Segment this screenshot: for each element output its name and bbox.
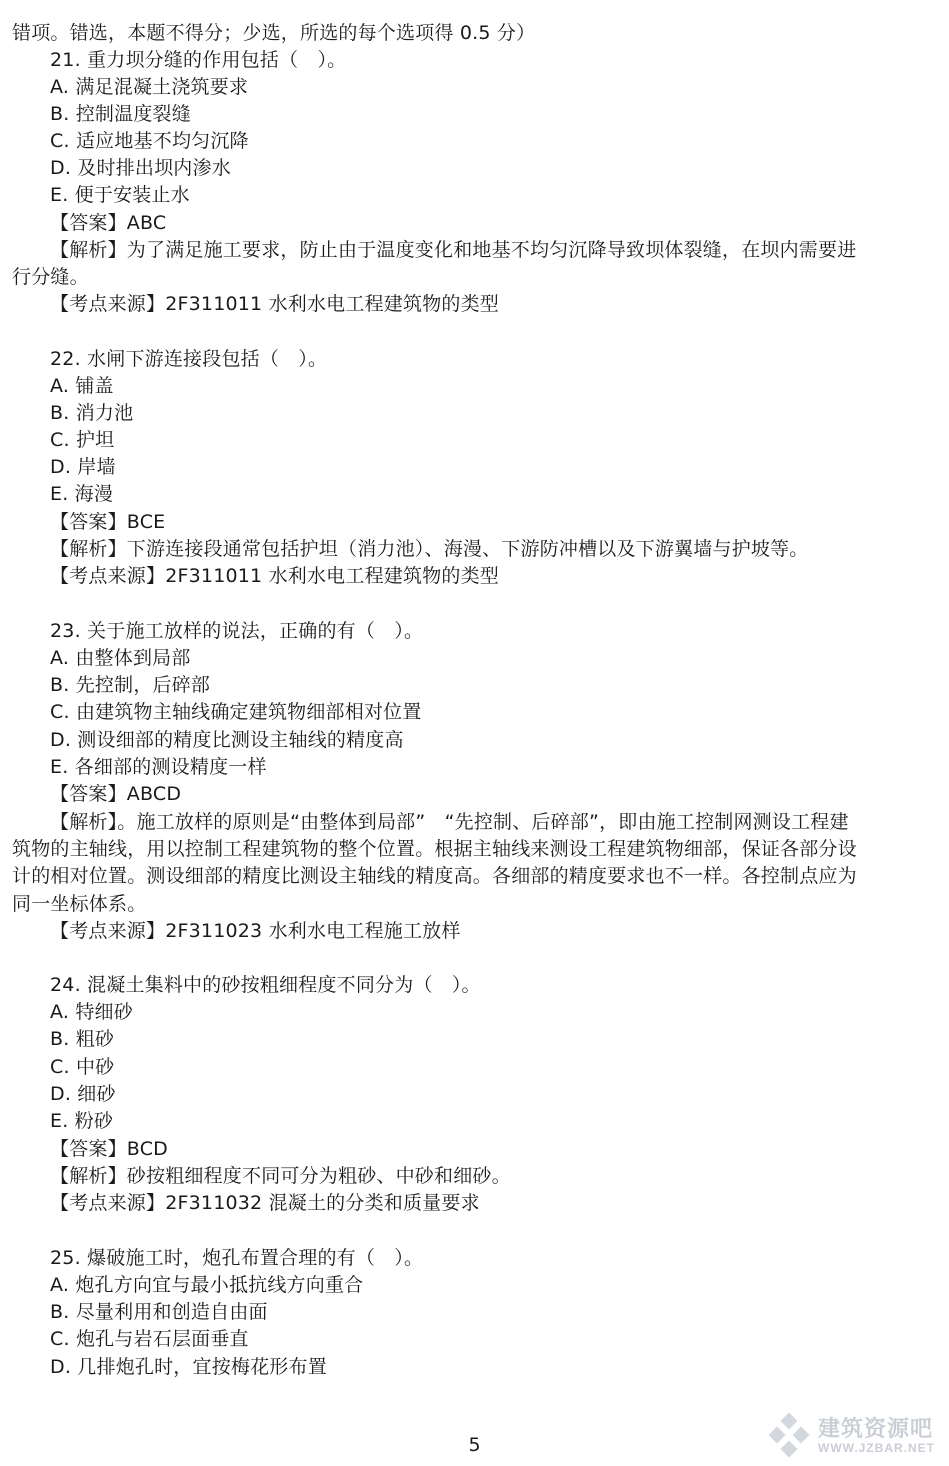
question-25-option-d: D. 几排炮孔时，宜按梅花形布置 (50, 1356, 327, 1378)
question-25-option-b: B. 尽量利用和创造自由面 (50, 1301, 268, 1323)
watermark-logo-icon (766, 1412, 812, 1458)
question-21-option-b: B. 控制温度裂缝 (50, 103, 191, 125)
question-21-option-c: C. 适应地基不均匀沉降 (50, 130, 249, 152)
question-24-analysis: 【解析】砂按粗细程度不同可分为粗砂、中砂和细砂。 (50, 1165, 511, 1187)
question-24-option-e: E. 粉砂 (50, 1110, 114, 1132)
watermark-text: 建筑资源吧 (818, 1417, 934, 1442)
question-21-stem: 21. 重力坝分缝的作用包括（ ）。 (50, 49, 347, 71)
question-21-analysis-cont: 行分缝。 (12, 266, 89, 288)
question-24-answer: 【答案】BCD (50, 1138, 168, 1160)
watermark-url: WWW.JZBAR.NET (818, 1441, 935, 1455)
question-22-option-c: C. 护坦 (50, 429, 115, 451)
text-line: 错项。错选，本题不得分；少选，所选的每个选项得 0.5 分） (12, 22, 536, 44)
question-23-option-c: C. 由建筑物主轴线确定建筑物细部相对位置 (50, 701, 422, 723)
question-25-option-a: A. 炮孔方向宜与最小抵抗线方向重合 (50, 1274, 364, 1296)
question-24-option-c: C. 中砂 (50, 1056, 115, 1078)
page-number: 5 (468, 1434, 481, 1456)
question-23-analysis-cont: 同一坐标体系。 (12, 893, 147, 915)
question-21-option-d: D. 及时排出坝内渗水 (50, 157, 231, 179)
question-21-source: 【考点来源】2F311011 水利水电工程建筑物的类型 (50, 293, 499, 315)
question-24-stem: 24. 混凝土集料中的砂按粗细程度不同分为（ ）。 (50, 974, 481, 996)
question-23-source: 【考点来源】2F311023 水利水电工程施工放样 (50, 920, 461, 942)
question-25-stem: 25. 爆破施工时，炮孔布置合理的有（ ）。 (50, 1247, 424, 1269)
question-24-option-a: A. 特细砂 (50, 1001, 133, 1023)
question-22-source: 【考点来源】2F311011 水利水电工程建筑物的类型 (50, 565, 499, 587)
watermark (766, 1410, 946, 1460)
question-21-option-a: A. 满足混凝土浇筑要求 (50, 76, 249, 98)
question-21-option-e: E. 便于安装止水 (50, 184, 190, 206)
question-24-option-d: D. 细砂 (50, 1083, 116, 1105)
question-22-option-d: D. 岸墙 (50, 456, 116, 478)
question-21-answer: 【答案】ABC (50, 212, 167, 234)
question-22-stem: 22. 水闸下游连接段包括（ ）。 (50, 348, 328, 370)
question-21-analysis: 【解析】为了满足施工要求，防止由于温度变化和地基不均匀沉降导致坝体裂缝，在坝内需要进 (50, 239, 857, 261)
question-23-stem: 23. 关于施工放样的说法，正确的有（ ）。 (50, 620, 424, 642)
question-22-analysis: 【解析】下游连接段通常包括护坦（消力池）、海漫、下游防冲槽以及下游翼墙与护坡等。 (50, 538, 809, 560)
question-22-option-a: A. 铺盖 (50, 375, 114, 397)
question-25-option-c: C. 炮孔与岩石层面垂直 (50, 1328, 249, 1350)
question-22-answer: 【答案】BCE (50, 511, 166, 533)
question-23-option-d: D. 测设细部的精度比测设主轴线的精度高 (50, 729, 404, 751)
question-24-source: 【考点来源】2F311032 混凝土的分类和质量要求 (50, 1192, 480, 1214)
question-23-option-e: E. 各细部的测设精度一样 (50, 756, 267, 778)
question-23-analysis-cont: 筑物的主轴线，用以控制工程建筑物的整个位置。根据主轴线来测设工程建筑物细部，保证各部分设 (12, 838, 857, 860)
question-24-option-b: B. 粗砂 (50, 1028, 115, 1050)
question-23-answer: 【答案】ABCD (50, 783, 182, 805)
question-23-option-a: A. 由整体到局部 (50, 647, 191, 669)
question-23-analysis-cont: 计的相对位置。测设细部的精度比测设主轴线的精度高。各细部的精度要求也不一样。各控制点应为 (12, 865, 857, 887)
question-22-option-b: B. 消力池 (50, 402, 134, 424)
question-23-analysis: 【解析】。施工放样的原则是“由整体到局部” “先控制、后碎部”，即由施工控制网测设工程建 (50, 811, 849, 833)
question-22-option-e: E. 海漫 (50, 483, 114, 505)
question-23-option-b: B. 先控制，后碎部 (50, 674, 211, 696)
